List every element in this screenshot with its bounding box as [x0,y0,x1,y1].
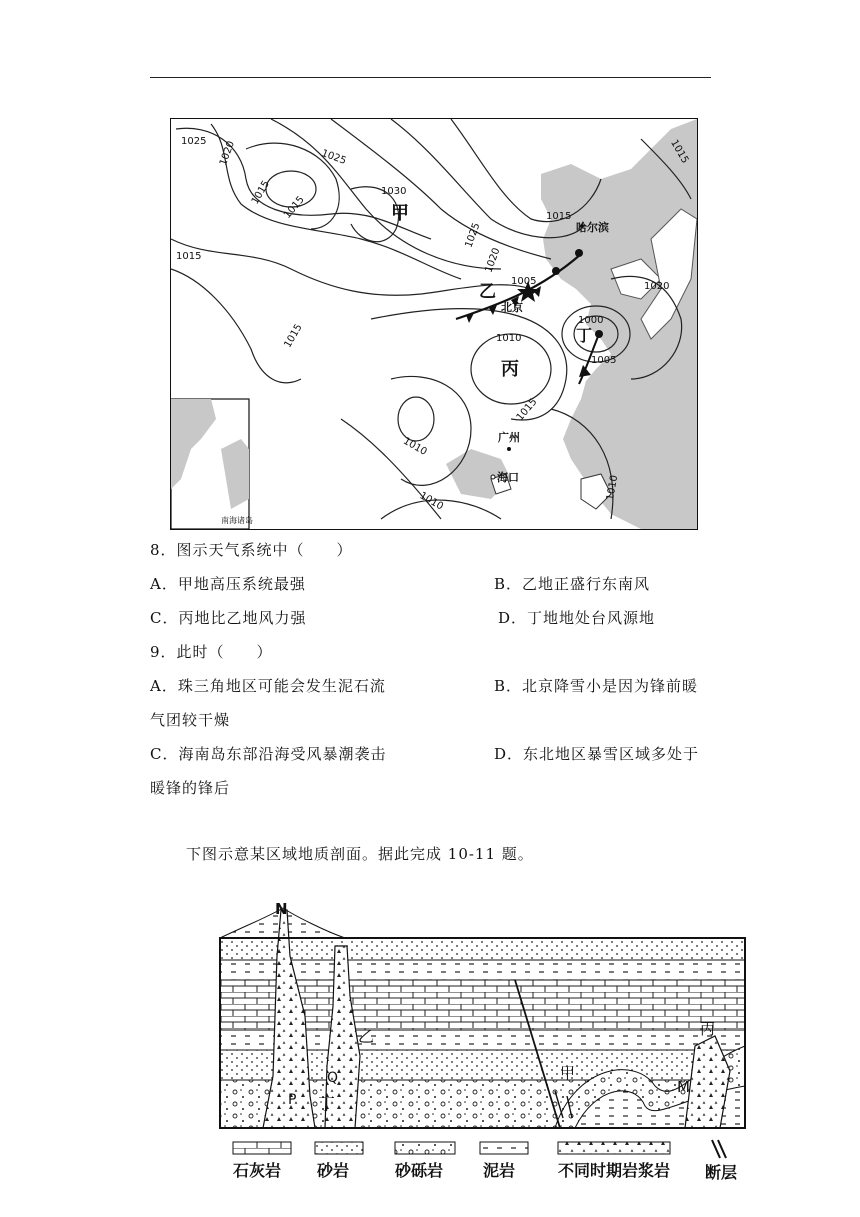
isobar-value: 1025 [319,147,348,167]
label-q: Q [327,1070,339,1086]
weather-map [170,118,698,530]
label-jia: 甲 [391,203,409,224]
q9-option-c: C．海南岛东部沿海受风暴潮袭击 [150,745,387,763]
isobar-value: 1015 [249,178,273,207]
isobar-value: 1005 [511,276,537,287]
legend-label-conglomerate: 砂砾岩 [395,1161,444,1180]
header-rule [150,77,711,78]
label-bing: 丙 [501,359,519,380]
legend-swatch-sandstone [315,1142,363,1154]
isobar-value: 1015 [514,396,540,424]
legend-label-sandstone: 砂岩 [317,1161,350,1180]
label-yi: 乙 [479,282,496,302]
stratum-sandstone-top [220,938,745,960]
q9-option-d-cont: 暖锋的锋后 [150,779,231,797]
q8-option-c: C．丙地比乙地风力强 [150,609,307,627]
label-ding: 丁 [318,1095,335,1115]
q9-option-b-cont: 气团较干燥 [150,711,231,729]
q9-option-a: A．珠三角地区可能会发生泥石流 [150,677,386,695]
isobar-value: 1010 [496,333,522,344]
label-yi: 乙 [358,1027,375,1046]
geologic-section-svg [215,896,750,1196]
isobar-value: 1025 [463,221,483,250]
isobar-value: 1015 [282,322,305,350]
isobar-value: 1010 [605,474,621,502]
stratum-mudstone [220,960,745,980]
legend-label-fault: 断层 [705,1163,738,1182]
isobar-value: 1020 [483,246,503,275]
isobar-value: 1020 [217,139,238,168]
label-m: M [677,1078,690,1096]
label-haikou: 海口 [497,471,519,484]
legend [233,1140,737,1182]
isobar-value: 1020 [644,281,670,292]
isobar-value: 1015 [668,137,691,166]
isobar-value: 1010 [417,490,445,513]
legend-fault-icon [712,1140,726,1158]
isobar-value: 1010 [401,435,429,458]
q8-stem: 8．图示天气系统中（ ） [150,541,353,559]
q9-stem: 9．此时（ ） [150,643,273,661]
label-harbin: 哈尔滨 [576,221,609,234]
isobar-value: 1030 [381,186,407,197]
q9-option-b: B．北京降雪小是因为锋前暖 [494,677,699,695]
label-guangzhou: 广州 [498,431,520,444]
guangzhou-dot-icon [507,447,511,451]
q8-option-a: A．甲地高压系统最强 [150,575,306,593]
legend-label-limestone: 石灰岩 [233,1161,282,1180]
legend-label-mudstone: 泥岩 [483,1161,516,1180]
isobar-value: 1005 [591,355,617,366]
label-bing: 丙 [700,1020,716,1038]
label-beijing: 北京 [501,301,523,314]
label-jia: 甲 [560,1064,576,1082]
isobar-value: 1015 [546,211,572,222]
isobar-value: 1000 [578,315,604,326]
legend-label-magma: 不同时期岩浆岩 [558,1161,671,1180]
legend-swatch-magma [558,1142,670,1154]
legend-swatch-mudstone [480,1142,528,1154]
haikou-dot-icon [491,475,495,479]
isobar-value: 1015 [176,251,202,262]
q9-option-d: D．东北地区暴雪区域多处于 [494,745,700,763]
label-p: P [288,1092,297,1108]
section-intro: 下图示意某区域地质剖面。据此完成 10-11 题。 [186,845,534,863]
isobar-value: 1025 [181,136,207,147]
inset-label: 南海诸岛 [221,516,253,525]
label-ding: 丁 [576,326,593,345]
isobar-value: 1015 [282,194,307,221]
q8-option-d: D．丁地地处台风源地 [498,609,656,627]
label-n: N [275,900,288,918]
weather-map-svg [171,119,697,529]
legend-swatch-limestone [233,1142,291,1154]
legend-swatch-conglomerate [395,1142,455,1154]
q8-option-b: B．乙地正盛行东南风 [494,575,651,593]
geologic-section [215,896,750,1196]
